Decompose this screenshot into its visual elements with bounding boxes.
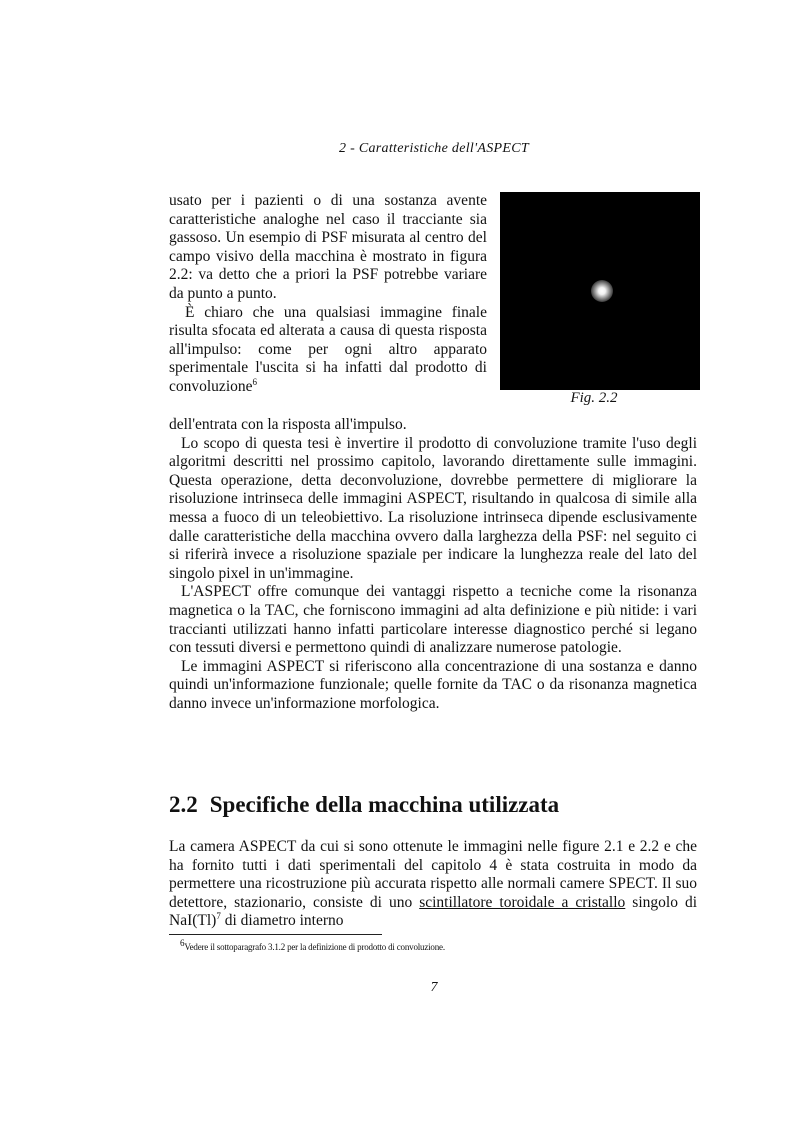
footnote-rule [169, 934, 382, 935]
paragraph-functional-info: Le immagini ASPECT si riferiscono alla concentrazione di una sostanza e danno quindi un'informazione funzionale; quelle fornite da TAC o da risonanza magnetica danno invece un'informazione morfologica. [169, 657, 697, 712]
paragraph-camera [169, 838, 697, 931]
paragraph-blur-end: dell'entrata con la risposta all'impulso. [169, 416, 407, 433]
paragraph-thesis-aim: Lo scopo di questa tesi è invertire il prodotto di convoluzione tramite l'uso degli algoritmi descritti nel prossimo capitolo, lavorando direttamente sulle immagini. Questa operazione, detta deconvoluzione, dovrebbe permettere di migliorare la risoluzione intrinseca delle immagini ASPECT, risultando in qualcosa di simile alla messa a fuoco di un teleobiettivo. La risoluzione intrinseca dipende esclusivamente dalle caratteristiche della macchina ovvero dalla larghezza della PSF: nel seguito ci si riferirà invece a risoluzione spaziale per indicare la lunghezza reale del lato del singolo pixel in un'immagine. [169, 434, 697, 582]
wrapped-text-block [169, 192, 487, 397]
underlined-phrase: scintillatore toroidale a cristallo [419, 893, 626, 911]
footnote-mark: 6 [180, 938, 185, 948]
section-number: 2.2 [169, 792, 198, 817]
psf-bright-spot [591, 280, 613, 302]
page-number: 7 [430, 980, 438, 995]
footnote-6 [180, 938, 445, 952]
paragraph-advantages: L'ASPECT offre comunque dei vantaggi rispetto a tecniche come la risonanza magnetica o la TAC, che forniscono immagini ad alta definizione e più nitide: i vari traccianti utilizzati hanno infatti particolare interesse diagnostico perché si legano con tessuti diversi e permettono quindi di analizzare numerose patologie. [169, 583, 697, 657]
paragraph-camera-text: La camera ASPECT da cui si sono ottenute le immagini nelle figure 2.1 e 2.2 e che ha fornito tutti i dati sperimentali del capitolo 4 è stata costruita in modo da permettere una ricostruzione più accurata rispetto alle normali camere SPECT. Il suo detettore, stazionario, consiste di uno [169, 838, 697, 911]
section-text-block [169, 838, 697, 931]
footnote-ref-7: 7 [216, 911, 221, 922]
section-heading [169, 792, 559, 818]
footnote-text: Vedere il sottoparagrafo 3.1.2 per la definizione di prodotto di convoluzione. [184, 942, 445, 952]
paragraph-camera-text-3: di diametro interno [220, 912, 344, 930]
figure-caption: Fig. 2.2 [570, 390, 618, 406]
psf-figure-image [500, 192, 700, 390]
paragraph-blur [169, 304, 487, 397]
paragraph-camera-text-2: singolo di NaI(Tl) [169, 893, 697, 930]
paragraph-psf-intro: usato per i pazienti o di una sostanza avente caratteristiche analoghe nel caso il tracciante sia gassoso. Un esempio di PSF misurata al centro del campo visivo della macchina è mostrato in figura 2.2: va detto che a priori la PSF potrebbe variare da punto a punto. [169, 192, 487, 302]
section-title: Specifiche della macchina utilizzata [209, 792, 560, 817]
running-header: 2 - Caratteristiche dell'ASPECT [338, 141, 529, 156]
footnote-ref-6: 6 [252, 376, 258, 387]
paragraph-blur-text: È chiaro che una qualsiasi immagine finale risulta sfocata ed alterata a causa di questa risposta all'impulso: come per ogni altro apparato sperimentale l'uscita si ha infatti dal prodotto di convoluzione [169, 303, 487, 395]
main-text-block [169, 416, 697, 714]
